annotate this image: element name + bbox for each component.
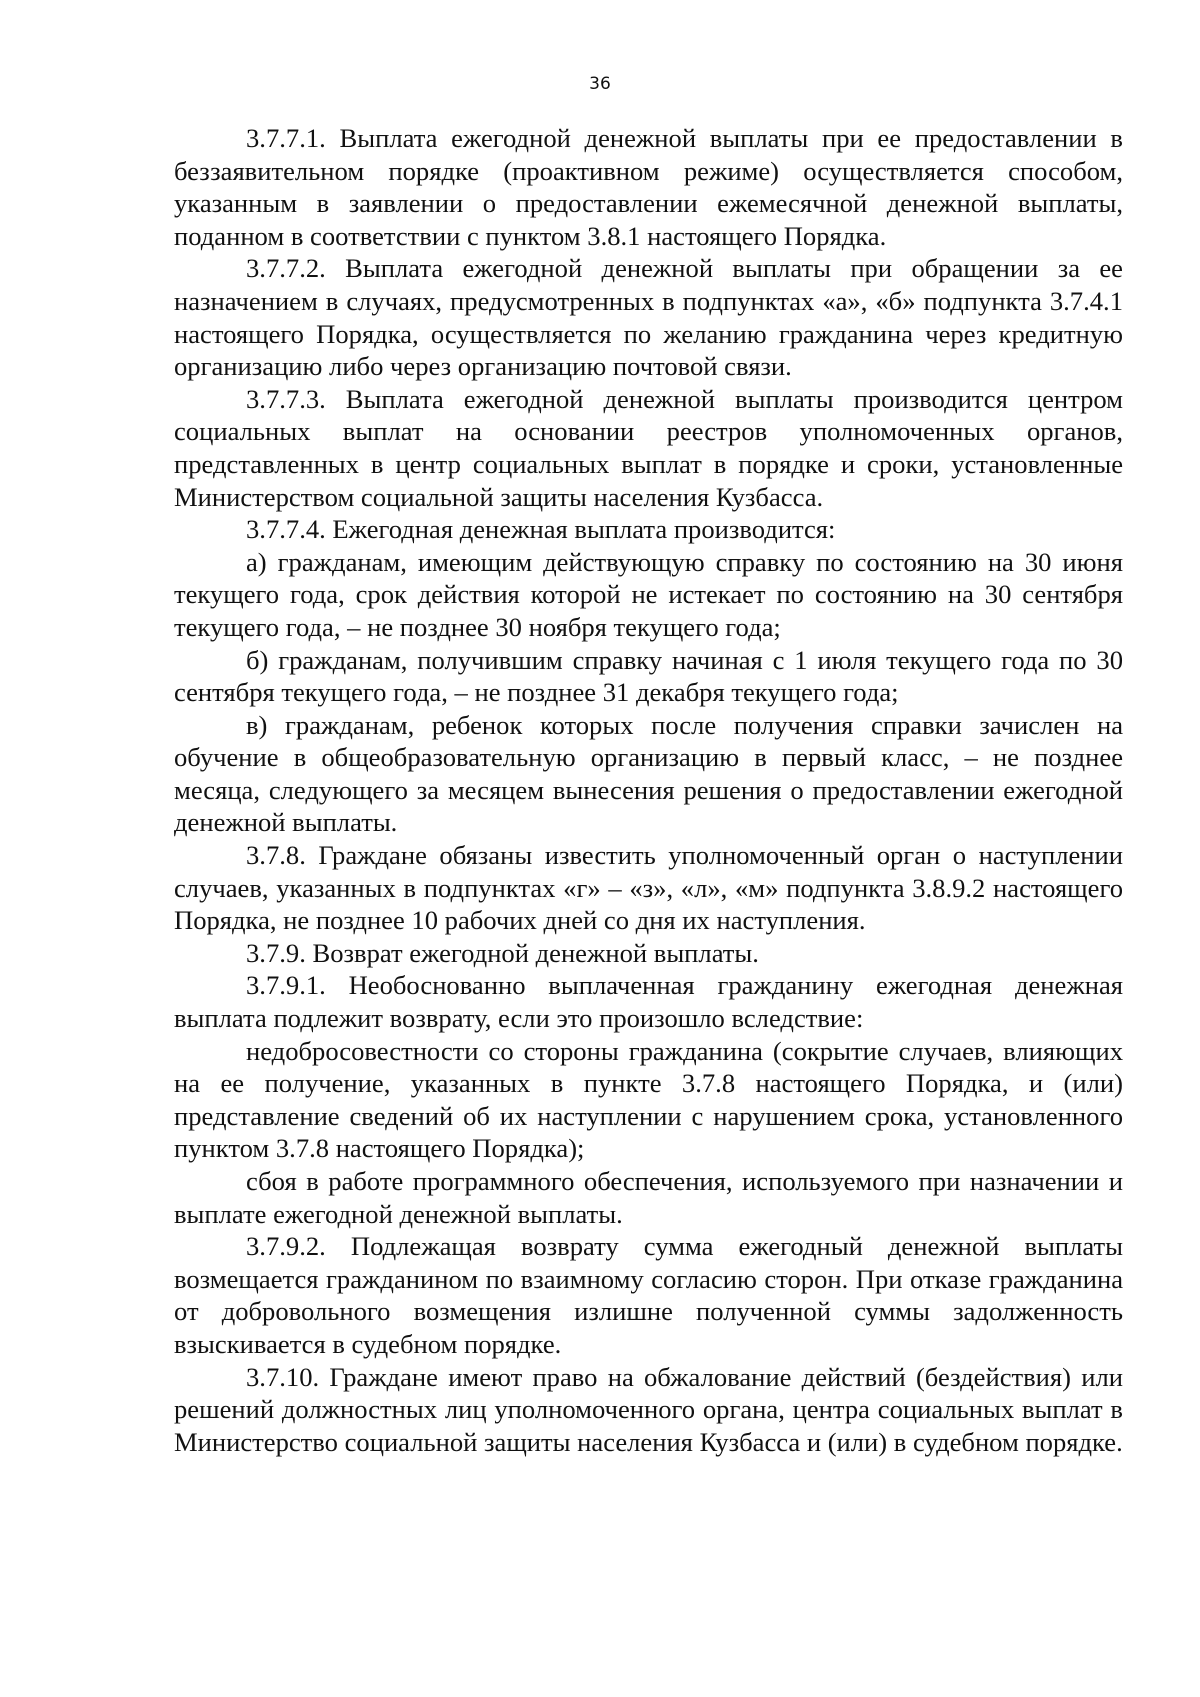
paragraph-3-7-10: 3.7.10. Граждане имеют право на обжалование действий (бездействия) или решений должностных лиц уполномоченного органа, центра социальных выплат в Министерство социальной защиты населения Кузбасса и (или) в судебном порядке.	[174, 1361, 1123, 1457]
paragraph-3-7-8: 3.7.8. Граждане обязаны известить уполномоченный орган о наступлении случаев, указанных в подпунктах «г» – «з», «л», «м» подпункта 3.8.9.2 настоящего Порядка, не позднее 10 рабочих дней со дня их наступления.	[174, 840, 1123, 936]
document-body	[174, 122, 1123, 1458]
paragraph-3-7-7-4: 3.7.7.4. Ежегодная денежная выплата производится:	[246, 514, 836, 545]
page-number: 36	[589, 74, 611, 94]
paragraph-3-7-9-1: 3.7.9.1. Необоснованно выплаченная гражданину ежегодная денежная выплата подлежит возврату, если это произошло вследствие:	[174, 970, 1123, 1034]
paragraph-item-b: б) гражданам, получившим справку начиная с 1 июля текущего года по 30 сентября текущего года, – не позднее 31 декабря текущего года;	[174, 644, 1123, 708]
paragraph-software-failure: сбоя в работе программного обеспечения, используемого при назначении и выплате ежегодной денежной выплаты.	[174, 1166, 1123, 1229]
paragraph-3-7-7-3: 3.7.7.3. Выплата ежегодной денежной выплаты производится центром социальных выплат на основании реестров уполномоченных органов, представленных в центр социальных выплат в порядке и сроки, установленные Министерством социальной защиты населения Кузбасса.	[174, 383, 1123, 512]
paragraph-3-7-7-2: 3.7.7.2. Выплата ежегодной денежной выплаты при обращении за ее назначением в случаях, предусмотренных в подпунктах «а», «б» подпункта 3.7.4.1 настоящего Порядка, осуществляется по желанию гражданина через кредитную организацию либо через организацию почтовой связи.	[174, 253, 1123, 382]
paragraph-item-v: в) гражданам, ребенок которых после получения справки зачислен на обучение в общеобразовательную организацию в первый класс, – не позднее месяца, следующего за месяцем вынесения решения о предоставлении ежегодной денежной выплаты.	[174, 709, 1123, 838]
paragraph-item-a: а) гражданам, имеющим действующую справку по состоянию на 30 июня текущего года, срок действия которой не истекает по состоянию на 30 сентября текущего года, – не позднее 30 ноября текущего года;	[174, 546, 1123, 642]
paragraph-3-7-7-1: 3.7.7.1. Выплата ежегодной денежной выплаты при ее предоставлении в беззаявительном порядке (проактивном режиме) осуществляется способом, указанным в заявлении о предоставлении ежемесячной денежной выплаты, поданном в соответствии с пунктом 3.8.1 настоящего Порядка.	[174, 123, 1123, 251]
paragraph-3-7-9: 3.7.9. Возврат ежегодной денежной выплаты.	[246, 937, 759, 968]
paragraph-3-7-9-2: 3.7.9.2. Подлежащая возврату сумма ежегодный денежной выплаты возмещается гражданином по взаимному согласию сторон. При отказе гражданина от добровольного возмещения излишне полученной суммы задолженность взыскивается в судебном порядке.	[174, 1231, 1123, 1359]
paragraph-bad-faith: недобросовестности со стороны гражданина (сокрытие случаев, влияющих на ее получение, указанных в пункте 3.7.8 настоящего Порядка, и (или) представление сведений об их наступлении с нарушением срока, установленного пунктом 3.7.8 настоящего Порядка);	[174, 1035, 1123, 1164]
